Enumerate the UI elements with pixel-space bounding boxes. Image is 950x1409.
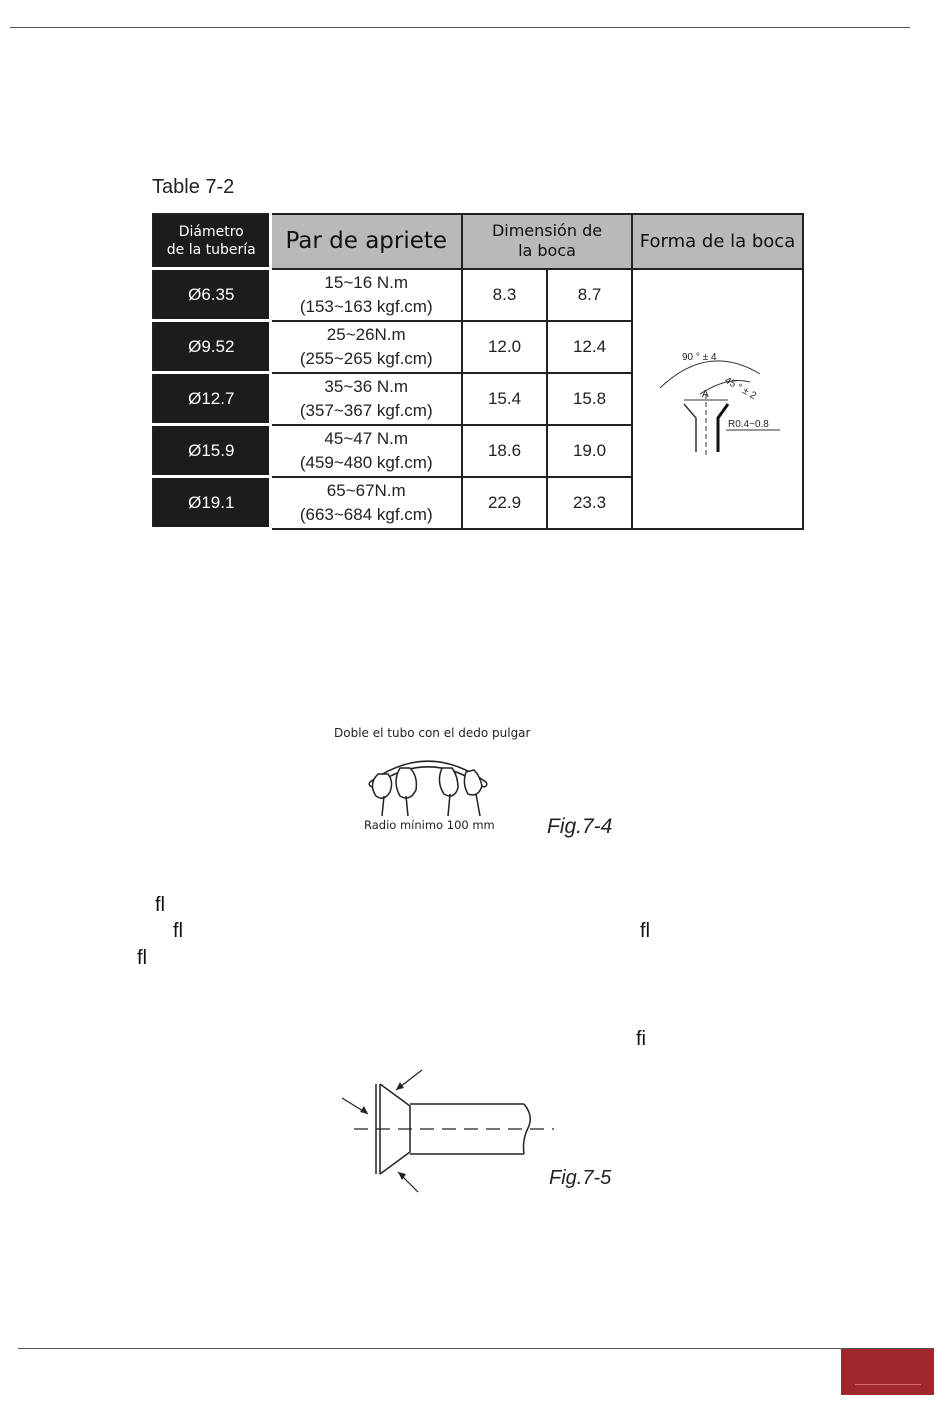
torque-nm: 65~67N.m (326, 480, 406, 500)
dimension-a-cell: 15.4 (462, 373, 547, 425)
header-dimension (462, 214, 632, 269)
top-edge-arrowhead (396, 1082, 404, 1090)
bend-caption: Doble el tubo con el dedo pulgar (334, 726, 531, 740)
torque-nm: 15~16 N.m (324, 272, 409, 292)
hands-bending-tube-illustration (364, 744, 494, 820)
text-fragment: ﬂ (173, 920, 183, 942)
dimension-b-cell: 12.4 (547, 321, 632, 373)
torque-kgf: (357~367 kgf.cm) (299, 400, 433, 420)
torque-nm: 45~47 N.m (324, 428, 409, 448)
pipe-break-line (524, 1104, 531, 1154)
dimension-a-cell: 18.6 (462, 425, 547, 477)
top-rule (10, 27, 910, 28)
torque-kgf: (663~684 kgf.cm) (299, 504, 433, 524)
torque-cell (270, 269, 462, 321)
torque-cell (270, 373, 462, 425)
dimension-a-cell: 22.9 (462, 477, 547, 529)
left-hand-left (372, 774, 391, 798)
dimension-b-cell: 8.7 (547, 269, 632, 321)
header-diameter (153, 214, 270, 269)
table-row (153, 269, 803, 321)
right-hand-right (464, 770, 482, 795)
header-torque: Par de apriete (270, 214, 462, 269)
dimension-a-cell: 8.3 (462, 269, 547, 321)
figure-7-5 (338, 1068, 638, 1200)
torque-cell (270, 321, 462, 373)
diameter-cell: Ø12.7 (153, 373, 270, 425)
figure-7-4-label: Fig.7-4 (547, 815, 613, 838)
text-fragment: ﬁ (636, 1028, 646, 1050)
table-caption: Table 7-2 (152, 176, 235, 198)
torque-kgf: (255~265 kgf.cm) (299, 348, 433, 368)
left-hand-right (396, 768, 416, 798)
torque-cell (270, 477, 462, 529)
flare-left-wall (684, 404, 696, 452)
torque-nm: 25~26N.m (326, 324, 406, 344)
text-fragment: ﬂ (137, 947, 147, 969)
dimension-b-cell: 19.0 (547, 425, 632, 477)
radius-label: R0.4~0.8 (727, 418, 769, 430)
figure-7-4 (334, 726, 634, 846)
header-shape: Forma de la boca (632, 214, 803, 269)
text-fragment: ﬂ (640, 920, 650, 942)
angle-90-label: 90 ° ± 4 (681, 351, 717, 363)
min-radius-caption: Radio mínimo 100 mm (364, 818, 495, 832)
dimension-a-cell: 12.0 (462, 321, 547, 373)
left-wrist-line-b (406, 796, 408, 816)
right-hand-left (439, 768, 458, 796)
diameter-cell: Ø19.1 (153, 477, 270, 529)
text-fragment: ﬂ (155, 894, 165, 916)
torque-kgf: (153~163 kgf.cm) (299, 296, 433, 316)
torque-kgf: (459~480 kgf.cm) (299, 452, 433, 472)
bottom-rule (18, 1348, 934, 1349)
dimension-b-cell: 15.8 (547, 373, 632, 425)
diameter-cell: Ø15.9 (153, 425, 270, 477)
flare-shape-diagram-cell (632, 269, 803, 529)
flare-shape-diagram (648, 334, 788, 464)
header-diameter-text: Diámetro de la tubería (166, 224, 256, 258)
figure-7-5-label: Fig.7-5 (549, 1167, 612, 1189)
left-wrist-line-a (382, 796, 384, 816)
dimension-a-label: A (701, 388, 709, 400)
page-number-tab (841, 1349, 934, 1395)
flare-right-wall (718, 404, 728, 452)
torque-cell (270, 425, 462, 477)
flared-pipe-illustration (338, 1068, 558, 1200)
page-tab-line (855, 1384, 921, 1385)
dimension-b-cell: 23.3 (547, 477, 632, 529)
torque-nm: 35~36 N.m (324, 376, 409, 396)
flare-spec-table (152, 213, 804, 530)
header-dimension-text: Dimensión de la boca (491, 221, 603, 261)
angle-45-label: 45 ° ± 2 (722, 374, 758, 402)
diameter-cell: Ø6.35 (153, 269, 270, 321)
diameter-cell: Ø9.52 (153, 321, 270, 373)
right-wrist-line-b (476, 794, 480, 816)
right-wrist-line-a (448, 794, 450, 816)
